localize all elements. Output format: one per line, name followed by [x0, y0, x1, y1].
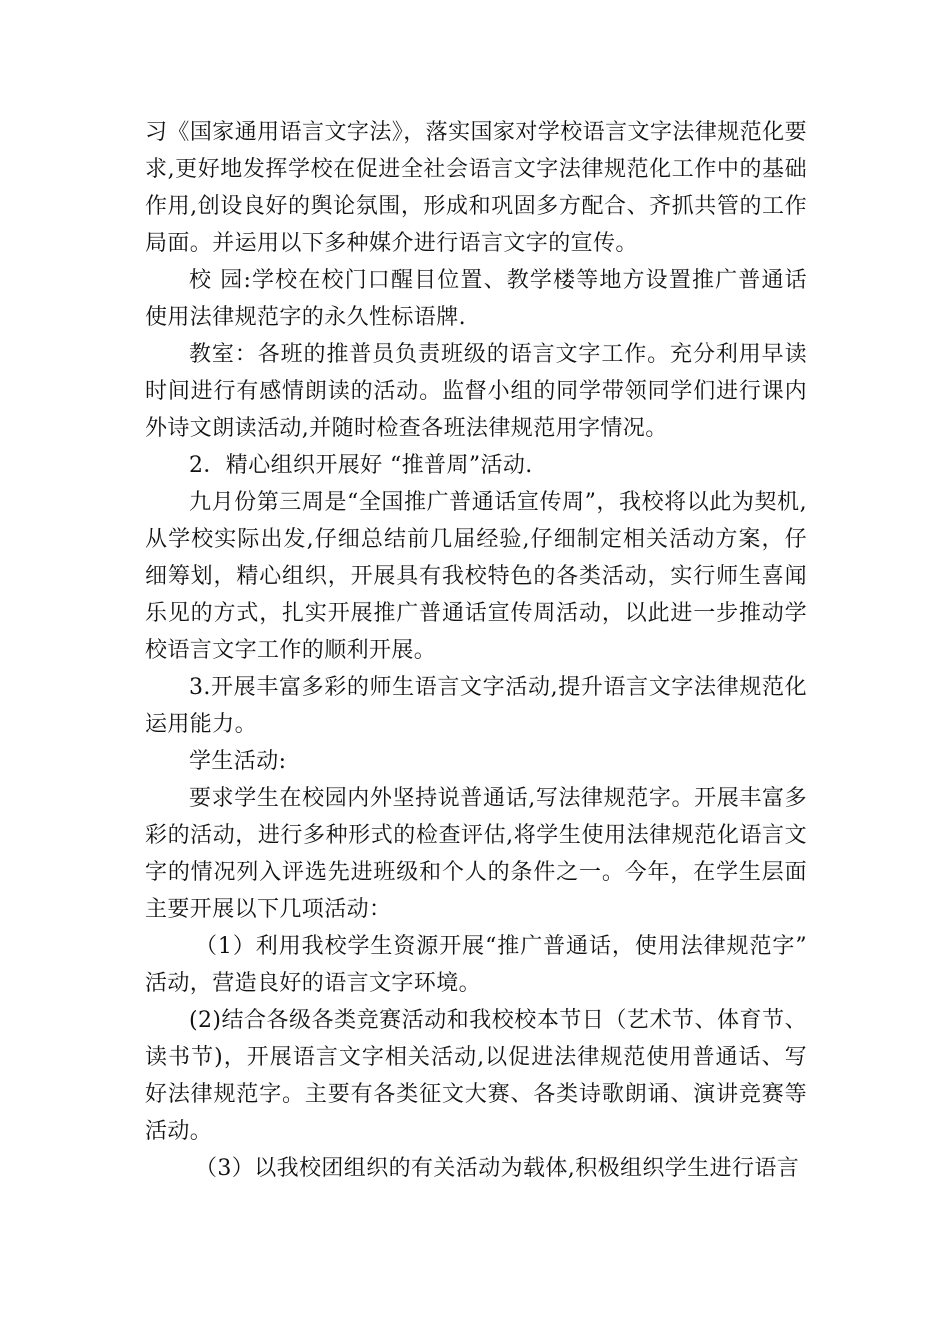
paragraph-heading-3: 3.开展丰富多彩的师生语言文字活动,提升语言文字法律规范化运用能力。	[145, 675, 807, 737]
paragraph-campus: 校 园:学校在校门口醒目位置、教学楼等地方设置推广普通话使用法律规范字的永久性标语牌.	[145, 268, 807, 330]
paragraph-item-2: (2)结合各级各类竞赛活动和我校校本节日（艺术节、体育节、读书节)，开展语言文字相关活动,以促进法律规范使用普通话、写好法律规范字。主要有各类征文大赛、各类诗歌朗诵、演讲竞赛等活动。	[145, 1008, 807, 1144]
document-page	[145, 114, 807, 1187]
paragraph-heading-2: 2．精心组织开展好 “推普周”活动.	[189, 453, 533, 478]
paragraph-item-3: （3）以我校团组织的有关活动为载体,积极组织学生进行语言	[195, 1156, 800, 1181]
paragraph-student-requirements: 要求学生在校园内外坚持说普通话,写法律规范字。开展丰富多彩的活动，进行多种形式的检查评估,将学生使用法律规范化语言文字的情况列入评选先进班级和个人的条件之一。今年，在学生层面主要开展以下几项活动：	[145, 786, 807, 922]
paragraph-item-1: （1）利用我校学生资源开展“推广普通话，使用法律规范字”活动，营造良好的语言文字环境。	[145, 934, 807, 996]
paragraph-classroom: 教室：各班的推普员负责班级的语言文字工作。充分利用早读时间进行有感情朗读的活动。监督小组的同学带领同学们进行课内外诗文朗读活动,并随时检查各班法律规范用字情况。	[145, 342, 807, 441]
paragraph-intro: 习《国家通用语言文字法》，落实国家对学校语言文字法律规范化要求,更好地发挥学校在促进全社会语言文字法律规范化工作中的基础作用,创设良好的舆论氛围，形成和巩固多方配合、齐抓共管的工作局面。并运用以下多种媒介进行语言文字的宣传。	[145, 120, 807, 256]
paragraph-promotion-week: 九月份第三周是“全国推广普通话宣传周”，我校将以此为契机,从学校实际出发,仔细总结前几届经验,仔细制定相关活动方案，仔细筹划，精心组织，开展具有我校特色的各类活动，实行师生喜闻乐见的方式，扎实开展推广普通话宣传周活动，以此进一步推动学校语言文字工作的顺利开展。	[145, 490, 807, 663]
paragraph-student-activities-label: 学生活动:	[189, 749, 287, 774]
